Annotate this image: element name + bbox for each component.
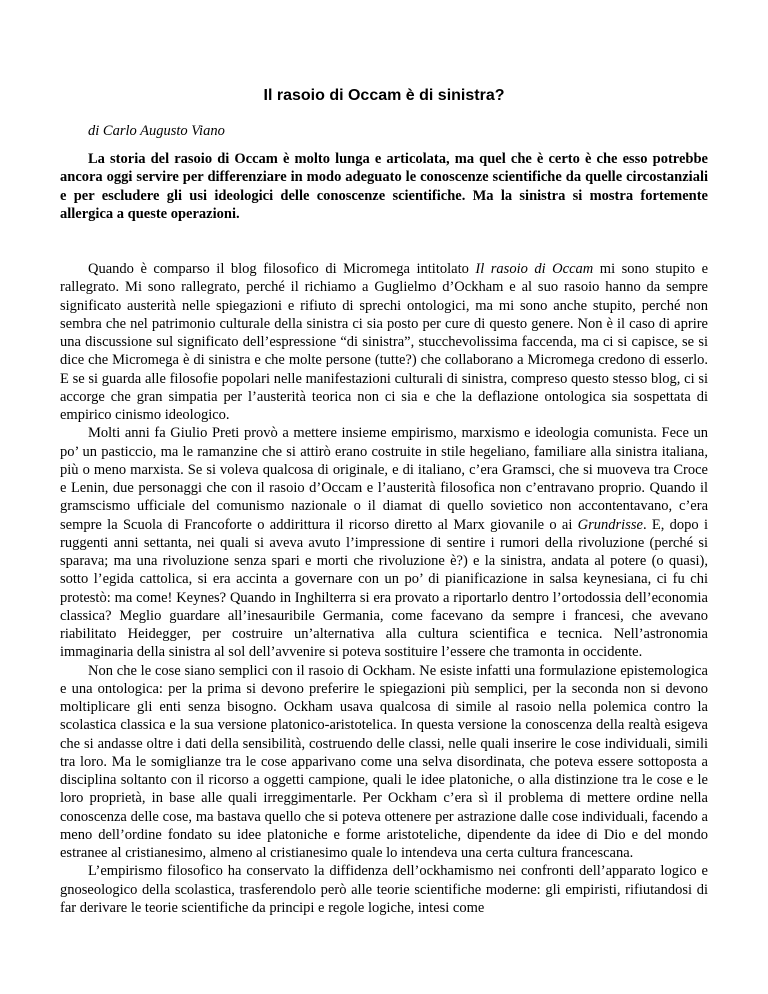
paragraph-4: L’empirismo filosofico ha conservato la diffidenza dell’ockhamismo nei confronti dell’apparato logico e gnoseologico della scolastica, trasferendolo però alle teorie scientifiche moderne: gli empiristi, rifiutandosi di far derivare le teorie scientifiche da principi e regole logiche, intesi come [60,863,708,916]
paragraph-1 [60,260,708,424]
blog-title-italic: Il rasoio di Occam [475,261,594,277]
paragraph-3: Non che le cose siano semplici con il rasoio di Ockham. Ne esiste infatti una formulazione epistemologica e una ontologica: per la prima si devono preferire le spiegazioni più semplici, per la seconda non si devono moltiplicare gli enti senza bisogno. Ockham usava qualcosa di simile al rasoio nella polemica contro la scolastica classica e la sua versione platonico-aristotelica. In questa versione la conoscenza della realtà esigeva che si andasse oltre i dati della sensibilità, costruendo delle classi, nelle quali inserire le cose individuali, simili tra loro. Ma le somiglianze tra le cose apparivano come una selva disordinata, che poteva essere sottoposta a disciplina soltanto con il ricorso a oggetti campione, quali le idee platoniche, o alla distinzione tra le cose e le loro proprietà, in base alle quali irreggimentarle. Per Ockham c’era sì il problema di mettere ordine nella conoscenza delle cose, ma bastava quello che si poteva ottenere per astrazione dalle cose individuali, facendo a meno dell’ordine fondato su idee platoniche e forme aristoteliche, dipendente da idee di Dio e del mondo estranee al cristianesimo, almeno al cristianesimo quale lo intendeva una certa cultura francescana. [60,662,708,861]
grundrisse-italic: Grundrisse [577,516,643,533]
abstract [60,150,708,223]
paragraph-1-text-a: Quando è comparso il blog filosofico di Micromega intitolato [88,261,476,277]
paragraph-1-text-c: mi sono stupito e rallegrato. Mi sono rallegrato, perché il richiamo a Guglielmo d’Ockham e al suo rasoio hanno da sempre significato austerità nelle spiegazioni e rifiuto di sprechi ontologici, ma mi sono anche stupito, perché non sembra che nel patrimonio culturale della sinistra ci sia posto per cure di questo genere. Non è il caso di aprire una discussione sul significato dell’espressione “di sinistra”, stucchevolissima faccenda, ma ci si capisce, se si dice che Micromega è di sinistra e che molte persone (tutte?) che collaborano a Micromega credono di esserlo. E se si guarda alle filosofie popolari nelle manifestazioni culturali di sinistra, compreso questo stesso blog, ci si accorge che gran simpatia per l’austerità teorica non ci sia e che la deflazione ontologica sia sospettata di empirico cinismo ideologico. [60,261,709,423]
author-byline: di Carlo Augusto Viano [88,123,225,139]
paragraph-2-text-a: Molti anni fa Giulio Preti provò a mettere insieme empirismo, marxismo e ideologia comunista. Fece un po’ un pasticcio, ma le ramanzine che si attirò erano costruite in stile hegeliano, familiare alla sinistra italiana, più o meno marxista. Se si voleva qualcosa di originale, e di italiano, c’era Gramsci, che si muoveva tra Croce e Lenin, due personaggi che con il rasoio d’Occam e l’austerità filosofica non c’entravano proprio. Quando il gramscismo ufficiale del comunismo nazionale o il diamat di quello sovietico non accontentavano, c’era sempre la Scuola di Francoforte o addirittura il ricorso diretto al Marx giovanile o ai [60,425,708,533]
paragraph-2-text-c: . E, dopo i ruggenti anni settanta, nei quali si aveva avuto l’impressione di sentire i rumori della rivoluzione (perché si sparava; ma una rivoluzione senza spari e morti che rivoluzione è?) e la sinistra, andata al potere (o quasi), sotto l’egida cattolica, si era accinta a governare con un po’ di pianificazione in salsa keynesiana, ci fu chi protestò: ma come! Keynes? Quando in Inghilterra si era provato a riportarlo dentro l’ortodossia dell’economia classica? Meglio guardare all’inesauribile Germania, come facevano da sempre i francesi, che avevano riabilitato Heidegger, per costruire un’alternativa alla cultura scientifica e tecnica. Nell’astronomia immaginaria della sinistra al sol dell’avvenire si poteva sostituire l’essere che tramonta in occidente. [60,516,708,661]
article-body [60,260,708,917]
paragraph-2 [60,424,708,661]
abstract-paragraph: La storia del rasoio di Occam è molto lunga e articolata, ma quel che è certo è che esso potrebbe ancora oggi servire per differenziare in modo adeguato le conoscenze scientifiche da quelle circostanziali e per escludere gli usi ideologici delle conoscenze scientifiche. Ma la sinistra si mostra fortemente allergica a queste operazioni. [60,151,708,222]
page-title: Il rasoio di Occam è di sinistra? [263,87,505,104]
